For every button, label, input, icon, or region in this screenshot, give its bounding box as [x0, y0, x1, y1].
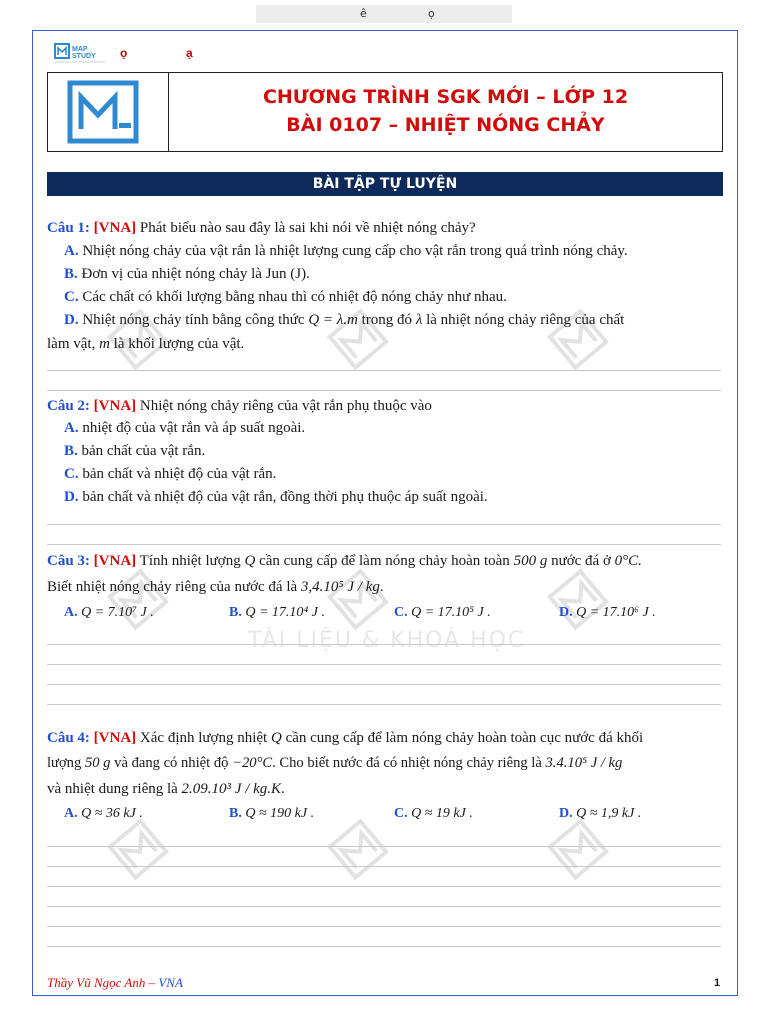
watermark-footer-text: TÀI LIỆU & KHOÁ HỌC [248, 628, 526, 653]
temperature-value: −20°C [232, 755, 273, 771]
map-study-logo-small [54, 42, 110, 66]
logo-cell [48, 73, 169, 151]
symbol: Q [270, 730, 282, 746]
option-text: Q = 17.10⁴ J . [245, 605, 325, 620]
watermark-logo [540, 560, 630, 640]
watermark-logo [100, 560, 190, 640]
footer-author [47, 975, 183, 991]
author-name: Thầy Vũ Ngọc Anh [47, 975, 146, 990]
question-text: nước đá ở [551, 553, 611, 569]
question-1-option-c [64, 287, 507, 307]
question-4-option-b [229, 806, 314, 822]
option-text: Q = 7.10⁷ J . [81, 605, 154, 620]
answer-line [47, 906, 721, 907]
option-text: Các chất có khối lượng bằng nhau thì có nhiệt độ nóng chảy như nhau. [82, 289, 507, 305]
answer-line [47, 544, 721, 545]
question-tag: [VNA] [93, 730, 137, 746]
option-letter: A. [64, 806, 78, 821]
question-1-stem [47, 218, 476, 238]
answer-line [47, 886, 721, 887]
question-3-option-c [394, 605, 491, 621]
option-text: Đơn vị của nhiệt nóng chảy là Jun (J). [81, 266, 310, 282]
question-3-stem-cont: Biết nhiệt nóng chảy riêng của nước đá là 3,4.10⁵ J / kg. [47, 579, 384, 595]
watermark-logo [320, 810, 410, 890]
title-block [169, 83, 722, 139]
mass-value: 50 g [84, 755, 111, 771]
option-text: bản chất của vật rắn. [81, 443, 206, 459]
option-letter: C. [64, 289, 79, 305]
question-text: Tính nhiệt lượng [139, 553, 241, 569]
answer-line [47, 866, 721, 867]
mass-value: 500 g [513, 553, 548, 569]
question-4-stem-line2 [47, 753, 622, 773]
question-3-option-b [229, 605, 325, 621]
question-text: Phát biểu nào sau đây là sai khi nói về nhiệt nóng chảy? [139, 220, 476, 236]
question-2-option-a [64, 418, 305, 438]
question-text: Nhiệt nóng chảy riêng của vật rắn phụ thuộc vào [139, 398, 432, 414]
question-1-option-d [64, 310, 624, 330]
question-text: cần cung cấp để làm nóng chảy hoàn toàn cục nước đá khối [285, 730, 644, 746]
option-text: là khối lượng của vật. [113, 336, 245, 352]
answer-line [47, 926, 721, 927]
option-letter: D. [559, 806, 573, 821]
option-text: Q ≈ 36 kJ . [81, 806, 143, 821]
top-bar [256, 5, 512, 23]
option-letter: A. [64, 420, 79, 436]
question-tag: [VNA] [93, 220, 137, 236]
option-letter: B. [229, 806, 242, 821]
option-letter: C. [394, 806, 408, 821]
option-letter: B. [64, 443, 78, 459]
lambda-value: 3.4.10⁵ J / kg [545, 755, 623, 771]
title-line-2: BÀI 0107 – NHIỆT NÓNG CHẢY [286, 114, 605, 136]
question-label: Câu 4: [47, 730, 90, 746]
symbol: m [99, 336, 110, 352]
question-tag: [VNA] [93, 553, 137, 569]
top-bar-char-left: ê [360, 7, 367, 20]
answer-line [47, 846, 721, 847]
temperature-value: 0°C. [614, 553, 642, 569]
answer-line [47, 644, 721, 645]
question-2-stem [47, 396, 432, 416]
logo-small-line1: MAP [72, 46, 88, 53]
question-label: Câu 3: [47, 553, 90, 569]
option-text: trong đó [361, 312, 413, 328]
answer-line [47, 684, 721, 685]
question-1-option-b [64, 264, 310, 284]
answer-line [47, 704, 721, 705]
question-4-stem [47, 728, 643, 748]
top-bar-char-right: ọ [428, 7, 435, 20]
question-3-option-a [64, 605, 154, 621]
logo-small-line2: STUDY [72, 53, 96, 60]
footer-vna: VNA [158, 975, 183, 990]
option-letter: A. [64, 243, 79, 259]
option-text: Q ≈ 190 kJ . [245, 806, 315, 821]
lambda-value: 3,4.10⁵ J / kg [300, 579, 380, 595]
option-letter: D. [559, 605, 573, 620]
question-2-option-c [64, 464, 276, 484]
question-label: Câu 2: [47, 398, 90, 414]
option-text: Q = 17.10⁶ J . [576, 605, 656, 620]
option-text: bản chất và nhiệt độ của vật rắn, đồng thời phụ thuộc áp suất ngoài. [82, 489, 488, 505]
header-tag-1: ọ [120, 46, 128, 60]
section-header: BÀI TẬP TỰ LUYỆN [47, 172, 723, 196]
header-tag-2: ạ [186, 46, 193, 60]
question-text: cần cung cấp để làm nóng chảy hoàn toàn [259, 553, 510, 569]
question-2-option-b [64, 441, 205, 461]
question-3-stem [47, 551, 642, 571]
question-tag: [VNA] [93, 398, 137, 414]
symbol: λ [415, 312, 423, 328]
question-4-stem-line3: và nhiệt dung riêng là 2.09.10³ J / kg.K. [47, 781, 285, 797]
footer-dash: – [145, 975, 159, 990]
question-text: Xác định lượng nhiệt [139, 730, 268, 746]
option-text: là nhiệt nóng chảy riêng của chất [426, 312, 625, 328]
question-text: và đang có nhiệt độ [114, 755, 229, 771]
answer-line [47, 664, 721, 665]
question-3-option-d [559, 605, 656, 621]
question-label: Câu 1: [47, 220, 90, 236]
option-letter: B. [64, 266, 78, 282]
option-letter: D. [64, 489, 79, 505]
option-letter: B. [229, 605, 242, 620]
option-letter: D. [64, 312, 79, 328]
option-text: Q = 17.10⁵ J . [411, 605, 491, 620]
question-4-option-c [394, 806, 473, 822]
answer-line [47, 524, 721, 525]
watermark-logo [540, 810, 630, 890]
option-text: làm vật, [47, 336, 96, 352]
answer-line [47, 370, 721, 371]
formula: Q = λ.m [308, 312, 358, 328]
question-1-option-d-cont [47, 334, 244, 354]
option-text: bản chất và nhiệt độ của vật rắn. [82, 466, 277, 482]
question-2-option-d [64, 487, 488, 507]
option-letter: C. [64, 466, 79, 482]
page-number: 1 [714, 977, 721, 989]
question-text: lượng [47, 755, 82, 771]
question-4-option-a [64, 806, 143, 822]
option-text: Nhiệt nóng chảy của vật rắn là nhiệt lượng cung cấp cho vật rắn trong quá trình nóng chảy. [82, 243, 628, 259]
symbol: Q [244, 553, 256, 569]
title-line-1: CHƯƠNG TRÌNH SGK MỚI – LỚP 12 [262, 86, 629, 108]
specific-heat-value: 2.09.10³ J / kg.K [181, 781, 282, 797]
map-study-logo-icon [48, 73, 168, 151]
option-letter: C. [394, 605, 408, 620]
header-box [47, 72, 723, 152]
watermark-logo [100, 810, 190, 890]
question-text: Biết nhiệt nóng chảy riêng của nước đá là [47, 579, 298, 595]
question-text: và nhiệt dung riêng là [47, 781, 178, 797]
question-1-option-a [64, 241, 628, 261]
answer-line [47, 946, 721, 947]
option-text: Q ≈ 1,9 kJ . [576, 806, 642, 821]
option-text: nhiệt độ của vật rắn và áp suất ngoài. [82, 420, 306, 436]
answer-line [47, 390, 721, 391]
option-letter: A. [64, 605, 78, 620]
question-4-option-d [559, 806, 641, 822]
option-text: Nhiệt nóng chảy tính bằng công thức [82, 312, 305, 328]
option-text: Q ≈ 19 kJ . [411, 806, 473, 821]
question-text: . Cho biết nước đá có nhiệt nóng chảy riêng là [272, 755, 542, 771]
